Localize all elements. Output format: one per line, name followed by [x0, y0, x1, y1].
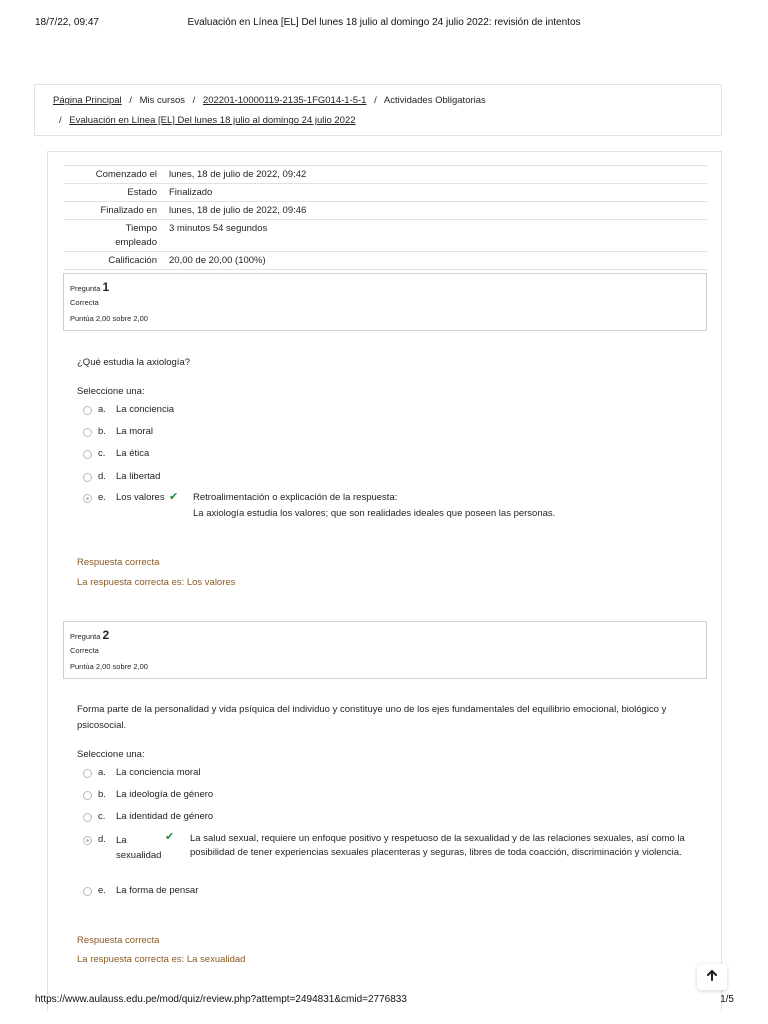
- print-title: Evaluación en Línea [EL] Del lunes 18 julio al domingo 24 julio 2022: revisión de intentos: [187, 17, 581, 28]
- print-header: [0, 17, 768, 31]
- question-label: Pregunta: [70, 284, 101, 293]
- option-text: La ética: [116, 448, 150, 459]
- question-1-right-answer: La respuesta correcta es: Los valores: [77, 577, 236, 588]
- radio-button-selected[interactable]: [83, 494, 92, 503]
- back-to-top-button[interactable]: [697, 964, 727, 990]
- option-letter: b.: [98, 426, 106, 437]
- summary-row-grade: [64, 252, 707, 270]
- breadcrumb-quiz-link[interactable]: Evaluación en Línea [EL] Del lunes 18 julio al domingo 24 julio 2022: [69, 115, 356, 126]
- breadcrumb-home-link[interactable]: Página Principal: [53, 95, 122, 106]
- breadcrumb-separator: /: [192, 95, 196, 106]
- option-text: La ideología de género: [116, 789, 214, 800]
- question-number-value: 1: [102, 280, 110, 294]
- feedback-title: Retroalimentación o explicación de la respuesta:: [193, 492, 398, 503]
- question-2-info: [63, 621, 707, 679]
- breadcrumb-separator: /: [59, 115, 62, 126]
- option-letter: c.: [98, 811, 106, 822]
- check-icon: ✔: [165, 831, 175, 843]
- breadcrumb-separator: /: [129, 95, 132, 106]
- summary-label: Finalizado en: [64, 202, 165, 220]
- option-text: La libertad: [116, 471, 161, 482]
- radio-button[interactable]: [83, 791, 92, 800]
- radio-button[interactable]: [83, 406, 92, 415]
- radio-button[interactable]: [83, 887, 92, 896]
- summary-value: lunes, 18 de julio de 2022, 09:46: [165, 202, 707, 220]
- question-2-right-answer: La respuesta correcta es: La sexualidad: [77, 954, 246, 965]
- question-2-text: Forma parte de la personalidad y vida psíquica del individuo y constituye uno de los ejes fundamentales del equilibrio emocional, biológico y psicosocial.: [77, 704, 667, 731]
- option-text: La conciencia: [116, 404, 175, 415]
- print-date: 18/7/22, 09:47: [35, 17, 99, 28]
- option-letter: a.: [98, 767, 106, 778]
- option-letter: d.: [98, 834, 106, 845]
- radio-button-selected[interactable]: [83, 836, 92, 845]
- question-number: [70, 628, 109, 642]
- question-2-outcome: Respuesta correcta: [77, 935, 160, 946]
- option-letter: e.: [98, 885, 106, 896]
- summary-label: Comenzado el: [64, 166, 165, 184]
- question-1-outcome: Respuesta correcta: [77, 557, 160, 568]
- breadcrumb: [34, 84, 722, 136]
- option-letter: e.: [98, 492, 106, 503]
- summary-value: lunes, 18 de julio de 2022, 09:42: [165, 166, 707, 184]
- summary-row-state: [64, 184, 707, 202]
- breadcrumb-section: Actividades Obligatorias: [383, 95, 486, 106]
- radio-button[interactable]: [83, 769, 92, 778]
- option-letter: c.: [98, 448, 106, 459]
- option-text: La sexualidad: [116, 835, 162, 861]
- question-2-prompt: Seleccione una:: [77, 749, 145, 760]
- question-grade: Puntúa 2,00 sobre 2,00: [70, 314, 148, 323]
- radio-button[interactable]: [83, 428, 92, 437]
- question-state: Correcta: [70, 298, 99, 307]
- summary-row-time-taken: [64, 220, 707, 252]
- summary-value: Finalizado: [165, 184, 707, 202]
- print-url: https://www.aulauss.edu.pe/mod/quiz/review.php?attempt=2494831&cmid=2776833: [35, 994, 407, 1005]
- question-state: Correcta: [70, 646, 99, 655]
- breadcrumb-my-courses: Mis cursos: [139, 95, 185, 106]
- attempt-summary: [64, 165, 707, 270]
- breadcrumb-separator: /: [374, 95, 377, 106]
- option-text: La forma de pensar: [116, 885, 199, 896]
- option-text: La conciencia moral: [116, 767, 201, 778]
- question-1-info: [63, 273, 707, 331]
- radio-button[interactable]: [83, 450, 92, 459]
- radio-button[interactable]: [83, 813, 92, 822]
- question-label: Pregunta: [70, 632, 101, 641]
- question-2-feedback: [190, 832, 690, 860]
- option-letter: b.: [98, 789, 106, 800]
- option-letter: a.: [98, 404, 106, 415]
- option-text: La identidad de género: [116, 811, 214, 822]
- feedback-text: La salud sexual, requiere un enfoque positivo y respetuoso de la sexualidad y de las relaciones sexuales, así como la posibilidad de tener experiencias sexuales placenteras y seguras, libres de toda coacción, discriminación y violencia.: [190, 833, 685, 858]
- attempt-summary-table: [64, 165, 707, 270]
- summary-value: 20,00 de 20,00 (100%): [165, 252, 707, 270]
- summary-label: Estado: [64, 184, 165, 202]
- print-page-number: 1/5: [720, 994, 734, 1005]
- question-number: [70, 280, 109, 294]
- question-1-prompt: Seleccione una:: [77, 386, 145, 397]
- summary-row-completed: [64, 202, 707, 220]
- summary-label: Tiempo empleado: [64, 220, 165, 252]
- summary-value: 3 minutos 54 segundos: [165, 220, 707, 252]
- option-letter: d.: [98, 471, 106, 482]
- question-1-text: ¿Qué estudia la axiología?: [77, 357, 191, 368]
- breadcrumb-course-link[interactable]: 202201-10000119-2135-1FG014-1-5-1: [202, 95, 367, 106]
- question-number-value: 2: [102, 628, 110, 642]
- option-text: La moral: [116, 426, 153, 437]
- check-icon: ✔: [169, 491, 179, 503]
- radio-button[interactable]: [83, 473, 92, 482]
- option-text: Los valores: [116, 492, 165, 503]
- question-1-feedback: [193, 491, 693, 521]
- summary-label: Calificación: [64, 252, 165, 270]
- summary-row-started: [64, 166, 707, 184]
- feedback-text: La axiología estudia los valores; que son realidades ideales que poseen las personas.: [193, 508, 556, 519]
- arrow-up-icon: [707, 968, 717, 986]
- question-grade: Puntúa 2,00 sobre 2,00: [70, 662, 148, 671]
